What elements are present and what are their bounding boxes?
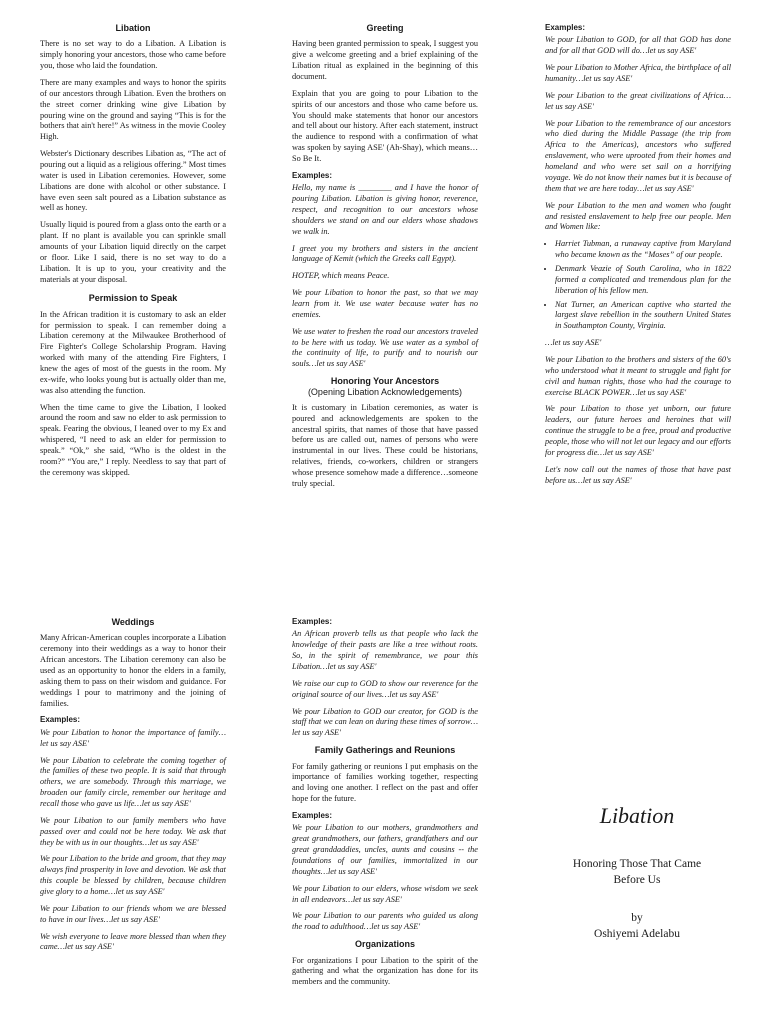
example-text: We pour Libation to honor the past, so that we may learn from it. We use water because water has no enemies. (292, 288, 478, 319)
heading-text: Honoring Your Ancestors (330, 376, 440, 387)
list-item: • Nat Turner, an American captive who started the largest slave rebellion in the southern United States in Southampton County, Virginia. (555, 300, 731, 333)
paragraph: Usually liquid is poured from a glass onto the earth or a plant. If no plant is available you can sprinkle small amounts of your Libation liquid directly on the carpet or floor. Like I said, there is no set way to do a Libation. It is up to you, your creativity and the materials at your disposal. (40, 220, 226, 284)
example-text: We pour Libation to the brothers and sisters of the 60's who understood what it meant to struggle and fight for civil and human rights, those who had the courage to exercise BLACK POWER…let us say ASE' (545, 354, 731, 397)
example-text: We pour Libation to our elders, whose wisdom we seek in all endeavors…let us say ASE' (292, 883, 478, 904)
examples-label: Examples: (292, 170, 333, 180)
paragraph: Many African-American couples incorporate a Libation ceremony into their weddings as a way to honor their African ancestors. The Libation ceremony can also be used as an opportunity to honor the elders in a family, asking them to pass on their wisdom and guidance. For weddings I pour to matrimony and the joining of families. (40, 633, 226, 708)
examples-label: Examples: (292, 617, 333, 626)
example-text: HOTEP, which means Peace. (292, 271, 390, 281)
paragraph: Explain that you are going to pour Libation to the spirits of our ancestors and those who came before us. You should make statements that honor our ancestors and tell about our history. After each statement, instruct the audience to respond with a confirmation of what was spoken by saying ASE' (Ah-Shay), which means…So Be It. (292, 88, 478, 163)
example-text: We pour Libation to our friends whom we are blessed to have in our lives…let us say ASE' (40, 903, 226, 924)
example-text: We wish everyone to leave more blessed than when they came…let us say ASE' (40, 931, 226, 952)
examples-label: Examples: (545, 23, 586, 32)
example-text: We use water to freshen the road our ancestors traveled to be here with us today. We use water as a symbol of the continuity of life, to purify and to nourish our souls…let us say ASE' (292, 326, 478, 369)
section-heading-libation: Libation (115, 23, 151, 33)
subtitle-line: Before Us (613, 873, 661, 886)
cover-panel (532, 795, 742, 942)
example-text: We pour Libation to GOD our creator, for GOD is the staff that we can lean on during these times of sorrow…let us say ASE' (292, 706, 478, 738)
section-heading-permission: Permission to Speak (88, 293, 178, 304)
section-heading-family: Family Gatherings and Reunions (314, 745, 456, 756)
column-family (292, 617, 478, 994)
example-text: Let's now call out the names of those that have past before us…let us say ASE' (545, 464, 731, 485)
example-text: An African proverb tells us that people who lack the knowledge of their pasts are like a tree without roots. So, in the spirit of remembrance, we pour this Libation…let us say ASE' (292, 629, 478, 672)
column-greeting (292, 23, 478, 496)
section-heading-weddings: Weddings (111, 617, 155, 627)
paragraph: Webster's Dictionary describes Libation as, “The act of pouring out a liquid as a religious offering.” Most times water is used in Libation ceremonies. However, some Libations are done with alcohol or other substance. I have even seen salt poured as a Libation substance as well as honey. (40, 149, 226, 213)
subheading-text: (Opening Libation Acknowledgements) (307, 386, 463, 397)
example-text: We pour Libation to the remembrance of our ancestors who died during the Middle Passage (the trip from Africa to the Americas), ancestors who suffered enslavement, who were uprooted from their homes and homeland and who were set sail on a horrifying voyage. We do not know their names but it is because of them that we are here today…let us say ASE' (545, 118, 731, 193)
example-text: We pour Libation to those yet unborn, our future leaders, our future heroes and heroines that will continue the struggle to be a free, proud and productive people, those who will not let our legacy and our efforts for progress die…let us say ASE' (545, 404, 731, 457)
section-heading-honoring (292, 376, 478, 397)
example-text: We pour Libation to GOD, for all that GOD has done and for all that GOD will do…let us say ASE' (545, 35, 731, 56)
paragraph: There are many examples and ways to honor the spirits of our ancestors through Libation. Even the brothers on the street corner drinking wine give Libation by pouring wine on the ground and saying “This is for the bothers that ain't here!” As witness in the movie Cooley High. (40, 77, 226, 142)
cover-title: Libation (599, 803, 675, 828)
example-text: I greet you my brothers and sisters in the ancient language of Kemit (which the Greeks call Egypt). (292, 243, 478, 264)
example-text: We pour Libation to our parents who guided us along the road to adulthood…let us say ASE' (292, 911, 478, 932)
paragraph: Having been granted permission to speak, I suggest you give a welcome greeting and a brief explaining of the Libation ritual as explained in the beginning of this document. (292, 39, 478, 81)
examples-label: Examples: (292, 810, 333, 820)
cover-subtitle (532, 857, 742, 888)
paragraph: It is customary in Libation ceremonies, as water is poured and acknowledgements are spoken to the ancestral spirits, that names of those that have passed before us are called out, names of persons who were instrumental in our lives. These could be historians, relatives, friends, co-workers, children or strangers whose presence somehow made a difference…someone truly special. (292, 402, 478, 488)
example-text: We pour Libation to honor the importance of family…let us say ASE' (40, 727, 226, 748)
paragraph: For organizations I pour Libation to the spirit of the gathering and what the organization has done for its members and the community. (292, 955, 478, 987)
example-text: We raise our cup to GOD to show our reverence for the original source of our lives…let us say ASE' (292, 678, 478, 699)
list-item: • Harriet Tubman, a runaway captive from Maryland who became known as the “Moses” of our people. (555, 239, 731, 261)
author-name: Oshiyemi Adelabu (594, 928, 680, 941)
example-text: Hello, my name is ________ and I have the honor of pouring Libation. Libation is giving honor, reverence, respect, and recognition to our ancestors whose shoulders we stand on and our elders whose shadows we walk in. (292, 183, 478, 236)
example-text: We pour Libation to our family members who have passed over and could not be here today. We ask that they be with us in our thoughts…let us say ASE' (40, 815, 226, 847)
examples-label: Examples: (40, 715, 81, 725)
column-examples (545, 23, 731, 492)
column-weddings (40, 617, 226, 959)
paragraph: For family gathering or reunions I put emphasis on the importance of families working together, respecting and loving one another. I reflect on the past and offer hope for the future. (292, 761, 478, 804)
by-label: by (631, 912, 643, 925)
section-heading-greeting: Greeting (366, 23, 404, 33)
paragraph: When the time came to give the Libation, I looked around the room and saw no elder to ask permission to speak. Fearing the obvious, I leaned over to my Ex and whispered, “I need to ask an elder for permission to speak.” “Ok,” she said, “Who is the oldest in the room?” “You are,” I reply. Needless to say that part of the ceremony was skipped. (40, 402, 226, 477)
section-heading-organizations: Organizations (354, 939, 415, 950)
column-libation (40, 23, 226, 485)
example-text: We pour Libation to the bride and groom, that they may always find prosperity in love and devotion. We ask that this couple be blessed by children, because children give glory to a home…let us say ASE' (40, 854, 226, 896)
example-text: We pour Libation to Mother Africa, the birthplace of all humanity…let us say ASE' (545, 63, 731, 84)
example-text: We pour Libation to the great civilizations of Africa…let us say ASE' (545, 90, 731, 111)
paragraph: There is no set way to do a Libation. A Libation is simply honoring your ancestors, those who came before you, those who laid the foundation. (40, 39, 226, 71)
ancestor-list (545, 239, 731, 332)
example-text: We pour Libation to our mothers, grandmothers and great grandmothers, our fathers, grandfathers and our great granddaddies, uncles, aunts and cousins -- the foundations of our families, immortalized in our thoughts…let us say ASE' (292, 823, 478, 876)
example-text: We pour Libation to celebrate the coming together of the families of these two people. It is said that through others, we are somebody. Through this marriage, we broaden our family circle, remember our heritage and recall those who gave us life…let us say ASE' (40, 755, 226, 808)
cover-byline (532, 910, 742, 942)
subtitle-line: Honoring Those That Came (572, 858, 702, 870)
list-item: • Denmark Veazie of South Carolina, who in 1822 formed a complicated and tremendous plan for the liberation of his fellow men. (555, 264, 731, 297)
example-text: …let us say ASE' (545, 338, 602, 348)
example-text: We pour Libation to the men and women who fought and resisted enslavement to help free our people. Men and Women like: (545, 200, 731, 232)
paragraph: In the African tradition it is customary to ask an elder for permission to speak. I can remember doing a Libation ceremony at the Milwaukee Brotherhood of Fire Fighter's College Scholarship Program. Having worked with many of the attending Fire Fighters, I knew the ages of most of the guests in the room. My ex-wife, who looks young but is actually older than me, was also attending the function. (40, 309, 226, 395)
